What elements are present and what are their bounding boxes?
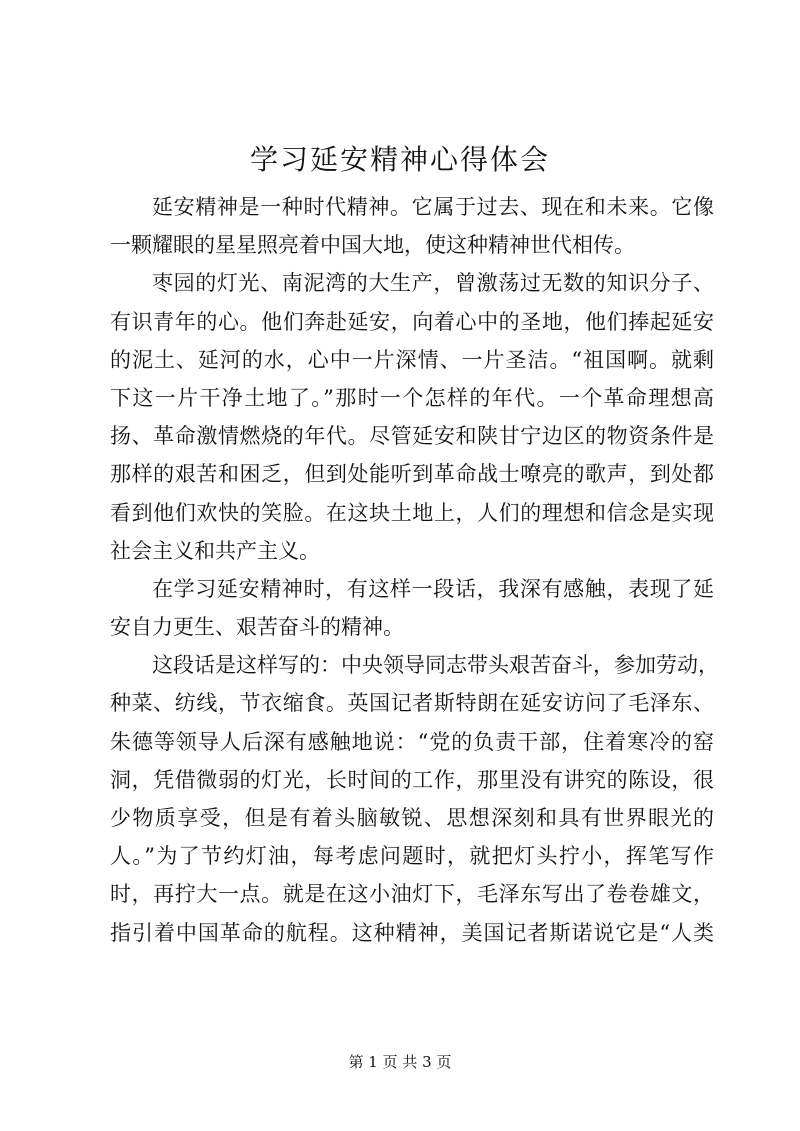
text-line: 这段话是这样写的：中央领导同志带头艰苦奋斗，参加劳动，	[152, 653, 719, 678]
page-footer: 第 1 页 共 3 页	[348, 1053, 452, 1071]
text-line: 下这一片干净土地了。”那时一个怎样的年代。一个革命理想高	[110, 385, 714, 410]
text-line: 枣园的灯光、南泥湾的大生产，曾激荡过无数的知识分子、	[152, 271, 714, 296]
text-line: 朱德等领导人后深有感触地说：“党的负责干部，住着寒冷的窑	[110, 729, 714, 754]
text-line: 少物质享受，但是有着头脑敏锐、思想深刻和具有世界眼光的	[110, 806, 714, 830]
text-line: 的泥土、延河的水，心中一片深情、一片圣洁。“祖国啊。就剩	[110, 347, 714, 372]
text-line: 一颗耀眼的星星照亮着中国大地，使这种精神世代相传。	[110, 233, 635, 258]
text-line: 社会主义和共产主义。	[110, 538, 320, 563]
text-line: 在学习延安精神时，有这样一段话，我深有感触，表现了延	[152, 576, 714, 601]
text-line: 扬、革命激情燃烧的年代。尽管延安和陕甘宁边区的物资条件是	[110, 424, 714, 449]
text-line: 延安精神是一种时代精神。它属于过去、现在和未来。它像	[152, 195, 714, 219]
text-line: 时，再拧大一点。就是在这小油灯下，毛泽东写出了卷卷雄文，	[110, 882, 714, 907]
text-line: 洞，凭借微弱的灯光，长时间的工作，那里没有讲究的陈设，很	[110, 767, 714, 792]
text-line: 人。”为了节约灯油，每考虑问题时，就把灯头拧小，挥笔写作	[110, 844, 714, 869]
text-line: 指引着中国革命的航程。这种精神，美国记者斯诺说它是“人类	[110, 920, 714, 945]
text-line: 种菜、纺线，节衣缩食。英国记者斯特朗在延安访问了毛泽东、	[110, 691, 714, 716]
document-body	[110, 188, 719, 952]
text-line: 那样的艰苦和困乏，但到处能听到革命战士嘹亮的歌声，到处都	[110, 462, 714, 487]
text-line: 有识青年的心。他们奔赴延安，向着心中的圣地，他们捧起延安	[110, 309, 714, 334]
text-line: 安自力更生、艰苦奋斗的精神。	[110, 615, 404, 640]
text-line: 看到他们欢快的笑脸。在这块土地上，人们的理想和信念是实现	[110, 500, 714, 525]
page-title: 学习延安精神心得体会	[249, 143, 550, 176]
